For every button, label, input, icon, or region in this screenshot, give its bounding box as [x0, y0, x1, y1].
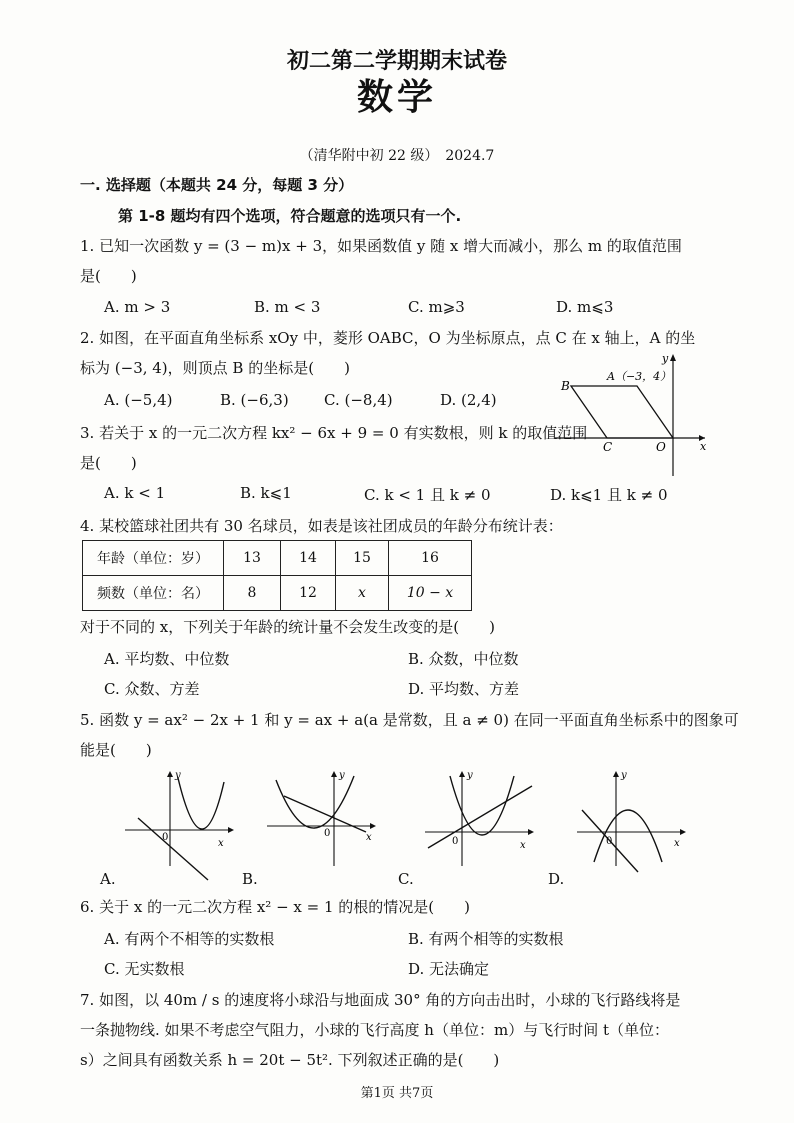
svg-text:y: y	[339, 770, 345, 781]
q3-option-c: C. k < 1 且 k ≠ 0	[364, 486, 491, 504]
subject-title: 数学	[356, 77, 437, 118]
q3-option-a: A. k < 1	[104, 484, 166, 502]
table-row	[83, 541, 472, 576]
svg-text:0: 0	[452, 836, 459, 847]
svg-text:0: 0	[162, 832, 169, 843]
q6-option-d: D. 无法确定	[408, 960, 490, 978]
q5-graph-a	[120, 768, 240, 868]
svg-text:y: y	[467, 770, 473, 781]
q5-stem-line1: 5. 函数 y = ax² − 2x + 1 和 y = ax + a(a 是常数，且 a ≠ 0) 在同一平面直角坐标系中的图象可	[80, 711, 739, 729]
q7-stem-line3: s）之间具有函数关系 h = 20t − 5t². 下列叙述正确的是( )	[80, 1051, 500, 1069]
line-graph	[428, 786, 532, 848]
age-frequency-table	[82, 540, 472, 611]
label-y: y	[662, 352, 669, 365]
q3-stem-line1: 3. 若关于 x 的一元二次方程 kx² − 6x + 9 = 0 有实数根，则 k 的取值范围	[80, 424, 588, 442]
q2-stem-line2: 标为 (−3, 4)，则顶点 B 的坐标是( )	[80, 359, 350, 377]
q3-option-b: B. k⩽1	[240, 484, 292, 502]
q3-option-d: D. k⩽1 且 k ≠ 0	[550, 486, 668, 504]
svg-text:x: x	[366, 832, 372, 843]
table-cell: x	[336, 576, 389, 611]
section-heading: 一. 选择题（本题共 24 分，每题 3 分）	[80, 176, 354, 194]
svg-text:x: x	[674, 838, 680, 849]
q5-choice-d: D.	[548, 870, 565, 888]
q6-stem: 6. 关于 x 的一元二次方程 x² − x = 1 的根的情况是( )	[80, 898, 471, 916]
table-cell: 10 − x	[389, 576, 472, 611]
table-cell: 8	[224, 576, 281, 611]
q5-choice-a: A.	[100, 870, 116, 888]
q1-option-c: C. m⩾3	[408, 298, 465, 316]
q1-option-d: D. m⩽3	[556, 298, 614, 316]
q4-option-d: D. 平均数、方差	[408, 680, 520, 698]
parabola	[594, 810, 662, 862]
table-cell: 频数（单位：名）	[83, 576, 224, 611]
q1-stem-line2: 是( )	[80, 267, 137, 285]
table-cell: 16	[389, 541, 472, 576]
q4-option-b: B. 众数，中位数	[408, 650, 519, 668]
q2-option-b: B. (−6,3)	[220, 391, 289, 409]
q5-graph-b	[262, 768, 382, 868]
svg-text:x: x	[520, 840, 526, 851]
table-cell: 12	[281, 576, 336, 611]
q1-option-a: A. m > 3	[104, 298, 171, 316]
exam-title: 初二第二学期期末试卷	[286, 49, 507, 74]
q6-option-b: B. 有两个相等的实数根	[408, 930, 564, 948]
q7-stem-line2: 一条抛物线. 如果不考虑空气阻力，小球的飞行高度 h（单位：m）与飞行时间 t（单位：	[80, 1021, 669, 1039]
label-o: O	[656, 440, 666, 454]
q4-option-a: A. 平均数、中位数	[104, 650, 230, 668]
svg-text:y: y	[175, 770, 181, 781]
parabola	[178, 778, 224, 829]
label-a: A（−3，4）	[607, 370, 672, 383]
q5-choice-c: C.	[398, 870, 414, 888]
table-cell: 13	[224, 541, 281, 576]
label-b: B	[561, 379, 570, 393]
exam-subtitle: （清华附中初 22 级） 2024.7	[299, 148, 495, 164]
label-c: C	[603, 440, 613, 454]
q6-option-a: A. 有两个不相等的实数根	[104, 930, 275, 948]
parabola	[276, 776, 354, 828]
section-note: 第 1-8 题均有四个选项，符合题意的选项只有一个.	[118, 207, 462, 225]
table-cell: 15	[336, 541, 389, 576]
q2-option-c: C. (−8,4)	[324, 391, 393, 409]
q1-stem-line1: 1. 已知一次函数 y = (3 − m)x + 3，如果函数值 y 随 x 增大而减小，那么 m 的取值范围	[80, 237, 682, 255]
q5-stem-line2: 能是( )	[80, 741, 152, 759]
q3-stem-line2: 是( )	[80, 454, 137, 472]
table-cell: 年龄（单位：岁）	[83, 541, 224, 576]
q2-stem-line1: 2. 如图，在平面直角坐标系 xOy 中，菱形 OABC，O 为坐标原点，点 C 在 x 轴上，A 的坐	[80, 329, 696, 347]
page-number: 第1页 共7页	[360, 1086, 434, 1101]
table-cell: 14	[281, 541, 336, 576]
q5-graph-d	[572, 768, 692, 868]
label-x: x	[700, 440, 707, 453]
svg-text:0: 0	[324, 828, 331, 839]
svg-text:y: y	[621, 770, 627, 781]
q4-option-c: C. 众数、方差	[104, 680, 200, 698]
q4-stem-line1: 4. 某校篮球社团共有 30 名球员，如表是该社团成员的年龄分布统计表：	[80, 517, 563, 535]
q5-graph-c	[420, 768, 540, 868]
table-row	[83, 576, 472, 611]
q6-option-c: C. 无实数根	[104, 960, 185, 978]
line-graph	[284, 796, 366, 832]
q5-choice-b: B.	[242, 870, 258, 888]
q7-stem-line1: 7. 如图，以 40m / s 的速度将小球沿与地面成 30° 角的方向击出时，小球的飞行路线将是	[80, 991, 681, 1009]
q2-option-a: A. (−5,4)	[104, 391, 173, 409]
q2-rhombus-figure	[555, 350, 715, 480]
svg-text:0: 0	[606, 836, 613, 847]
svg-text:x: x	[218, 838, 224, 849]
parabola	[450, 776, 514, 835]
q1-option-b: B. m < 3	[254, 298, 321, 316]
q4-stem-line2: 对于不同的 x，下列关于年龄的统计量不会发生改变的是( )	[80, 618, 495, 636]
q2-option-d: D. (2,4)	[440, 391, 497, 409]
